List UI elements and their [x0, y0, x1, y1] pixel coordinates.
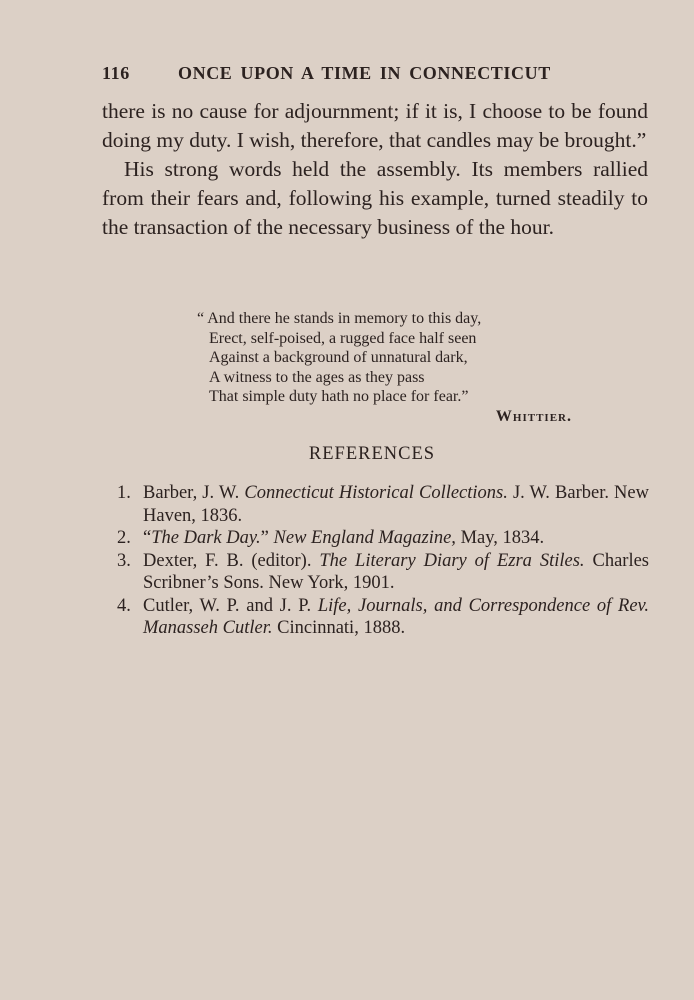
reference-publication: Charles Scribner’s Sons. New York, 1901. — [143, 550, 649, 593]
verse-attribution: Whittier. — [495, 407, 572, 425]
reference-title: The Dark Day. — [151, 528, 261, 548]
verse-line: Erect, self-poised, a rugged face half seen — [209, 329, 477, 347]
reference-author: Cutler, W. P. and J. P. — [143, 595, 318, 616]
reference-publication: May, 1834. — [455, 528, 545, 548]
references-list — [117, 482, 649, 640]
paragraph: there is no cause for adjournment; if it is, I choose to be found doing my duty. I wish, therefore, that candles may be brought.” — [102, 99, 648, 152]
reference-close-quote: ” — [260, 528, 274, 548]
reference-author: Barber, J. W. — [143, 483, 245, 503]
reference-number: 1. — [117, 483, 131, 503]
paragraph: His strong words held the assembly. Its members rallied from their fears and, following his example, turned steadily to the transaction of the necessary business of the hour. — [102, 157, 648, 239]
verse-line: “ And there he stands in memory to this day, — [197, 310, 482, 327]
reference-item — [117, 482, 649, 527]
page-number: 116 — [102, 63, 130, 83]
reference-periodical: New England Magazine, — [273, 528, 456, 548]
reference-publication: Cincinnati, 1888. — [272, 618, 406, 638]
reference-author: Dexter, F. B. (editor). — [143, 550, 320, 571]
verse-line: A witness to the ages as they pass — [209, 368, 425, 386]
references-heading: REFERENCES — [308, 444, 436, 464]
verse-line: Against a background of unnatural dark, — [209, 349, 468, 366]
reference-item — [117, 595, 649, 640]
reference-number: 3. — [117, 550, 131, 571]
page-header — [102, 63, 572, 89]
reference-number: 4. — [117, 595, 131, 616]
verse-line: That simple duty hath no place for fear.” — [209, 388, 469, 405]
reference-item — [117, 527, 649, 550]
reference-open-quote: “ — [143, 528, 152, 548]
reference-title: Connecticut Historical Collections. — [244, 483, 508, 503]
reference-item — [117, 550, 649, 595]
running-title: ONCE UPON A TIME IN CONNECTICUT — [178, 63, 551, 83]
body-text — [102, 97, 648, 242]
reference-publication: J. W. Barber. New Haven, 1836. — [143, 483, 649, 526]
verse-quotation — [197, 309, 572, 426]
reference-title: The Literary Diary of Ezra Stiles. — [319, 550, 585, 571]
reference-number: 2. — [117, 528, 131, 548]
reference-title: Life, Journals, and Correspondence of Rev. Manasseh Cutler. — [143, 595, 649, 638]
